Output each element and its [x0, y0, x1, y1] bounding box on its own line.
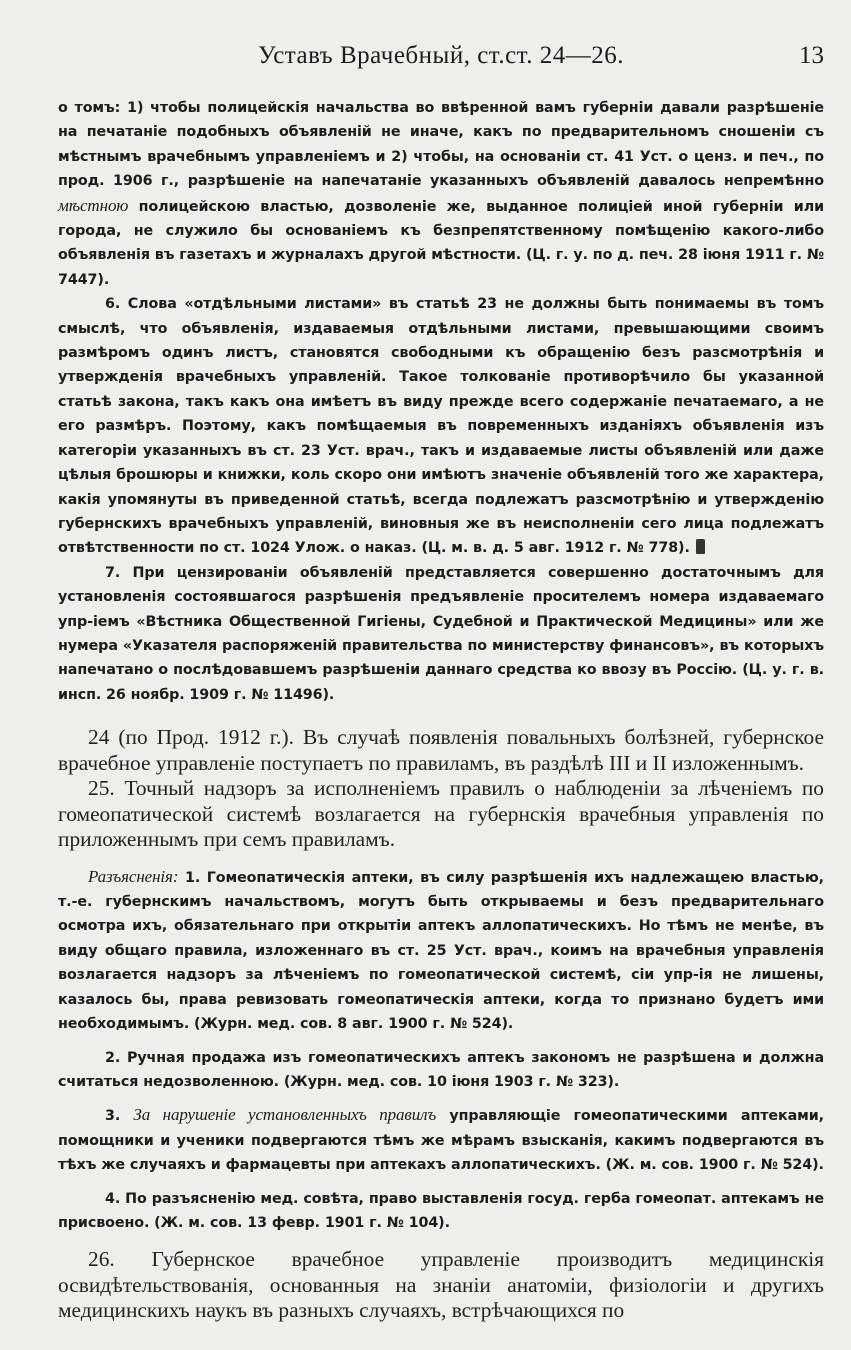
note-text: 1. Гомеопатическія аптеки, въ силу разрѣшенія ихъ надлежащею властью, т.-е. губернскимъ начальствомъ, могутъ быть открываемы и безъ предварительнаго осмотра ихъ, обязательнаго при открытіи аптекъ аллопатическихъ. Но тѣмъ не менѣе, въ виду общаго правила, изложеннаго въ ст. 25 Уст. врач., коимъ на врачебныя управленія возлагается надзоръ за лѣченіемъ по гомеопатической системѣ, сіи упр-ія не лишены, казалось бы, права ревизовать гомеопатическія аптеки, когда то признано будетъ ими необходимымъ. (Журн. мед. сов. 8 авг. 1900 г. № 524).: [58, 869, 824, 1033]
page-header: [58, 42, 824, 72]
note-number: 3.: [105, 1108, 121, 1125]
running-title: Уставъ Врачебный, ст.ст. 24—26.: [258, 42, 624, 69]
page-number: 13: [799, 42, 824, 69]
note-text: о томъ: 1) чтобы полицейскія начальства во ввѣренной вамъ губерніи давали разрѣшеніе на печатаніе подобныхъ объявленій не иначе, какъ по предварительномъ сношеніи съ мѣстнымъ врачебнымъ управленіемъ и 2) чтобы, на основаніи ст. 41 Уст. о ценз. и печ., по прод. 1906 г., разрѣшеніе на напечатаніе указанныхъ объявленій давалось непремѣнно: [58, 100, 824, 190]
printer-mark-icon: [696, 539, 705, 554]
explanation-2: 2. Ручная продажа изъ гомеопатическихъ аптекъ закономъ не разрѣшена и должна считаться недозволенною. (Журн. мед. сов. 10 іюня 1903 г. № 323).: [58, 1049, 824, 1090]
note-text: 6. Слова «отдѣльными листами» въ статьѣ 23 не должны быть понимаемы въ томъ смыслѣ, что объявленія, издаваемыя отдѣльными листами, превышающими своимъ размѣромъ одинъ листъ, становятся свободными къ обращенію безъ разсмотрѣнія и утвержденія врачебныхъ управленій. Такое толкованіе противорѣчило бы указанной статьѣ закона, такъ какъ она имѣетъ въ виду прежде всего содержаніе печатаемаго, а не его размѣръ. Поэтому, какъ помѣщаемыя въ повременныхъ изданіяхъ объявленія изъ категоріи указанныхъ въ ст. 23 Уст. врач., такъ и издаваемые листы объявленій или даже цѣлыя брошюры и книжки, коль скоро они имѣютъ значеніе объявленій того же характера, какія упомянуты въ приведенной статьѣ, всегда подлежатъ разсмотрѣнію и утвержденію губернскихъ врачебныхъ управленій, виновныя же въ неисполненіи сего лица подлежатъ отвѣтственности по ст. 1024 Улож. о наказ. (Ц. м. в. д. 5 авг. 1912 г. № 778).: [58, 296, 824, 557]
explanations-label: Разъясненія:: [88, 866, 179, 886]
article-25: [58, 776, 824, 853]
italic-word: мѣстною: [58, 195, 129, 215]
explanation-3: [58, 1103, 824, 1177]
article-number: 26.: [88, 1247, 115, 1272]
explanation-4: 4. По разъясненію мед. совѣта, право выставленія госуд. герба гомеопат. аптекамъ не присвоено. (Ж. м. сов. 13 февр. 1901 г. № 104).: [58, 1190, 824, 1231]
page-body: [58, 96, 824, 1324]
note-6: [58, 292, 824, 560]
article-text: (по Прод. 1912 г.). Въ случаѣ появленія повальныхъ болѣзней, губернское врачебное управленіе поступаетъ по правиламъ, въ раздѣлѣ III и II изложеннымъ.: [58, 725, 824, 775]
article-26: [58, 1247, 824, 1324]
article-24: [58, 725, 824, 776]
note-7: 7. При цензированіи объявленій представляется совершенно достаточнымъ для установленія состоявшагося разрѣшенія предъявленіе просителемъ номера издаваемаго упр-іемъ «Вѣстника Общественной Гигіены, Судебной и Практической Медицины» или же нумера «Указателя распоряженій правительства по министерству финансовъ», въ которыхъ напечатано о послѣдовавшемъ разрѣшеніи даннаго средства ко ввозу въ Россію. (Ц. у. г. в. инсп. 26 ноябр. 1909 г. № 11496).: [58, 564, 824, 703]
note-text: управляющіе гомеопатическими аптеками, помощники и ученики подвергаются тѣмъ же мѣрамъ взысканія, какимъ подвергаются въ тѣхъ же случаяхъ и фармацевты при аптекахъ аллопатическихъ. (Ж. м. сов. 1900 г. № 524).: [58, 1108, 824, 1174]
article-number: 25.: [88, 776, 115, 801]
article-number: 24: [88, 725, 110, 750]
note-continuation: [58, 96, 824, 292]
explanation-1: [58, 865, 824, 1037]
article-text: Губернское врачебное управленіе производитъ медицинскія освидѣтельствованія, основанныя на знаніи анатоміи, физіологіи и другихъ медицинскихъ наукъ въ разныхъ случаяхъ, встрѣчающихся по: [58, 1247, 824, 1323]
italic-phrase: За нарушеніе установленныхъ правилъ: [133, 1105, 437, 1125]
note-text: полицейскою властью, дозволеніе же, выданное полиціей иной губерніи или города, не служило бы основаніемъ къ безпрепятственному помѣщенію какого-либо объявленія въ газетахъ и журналахъ другой мѣстности. (Ц. г. у. по д. печ. 28 іюня 1911 г. № 7447).: [58, 198, 824, 288]
article-text: Точный надзоръ за исполненіемъ правилъ о наблюденіи за лѣченіемъ по гомеопатической системѣ возлагается на губернскія врачебныя управленія по приложеннымъ при семъ правиламъ.: [58, 776, 824, 852]
